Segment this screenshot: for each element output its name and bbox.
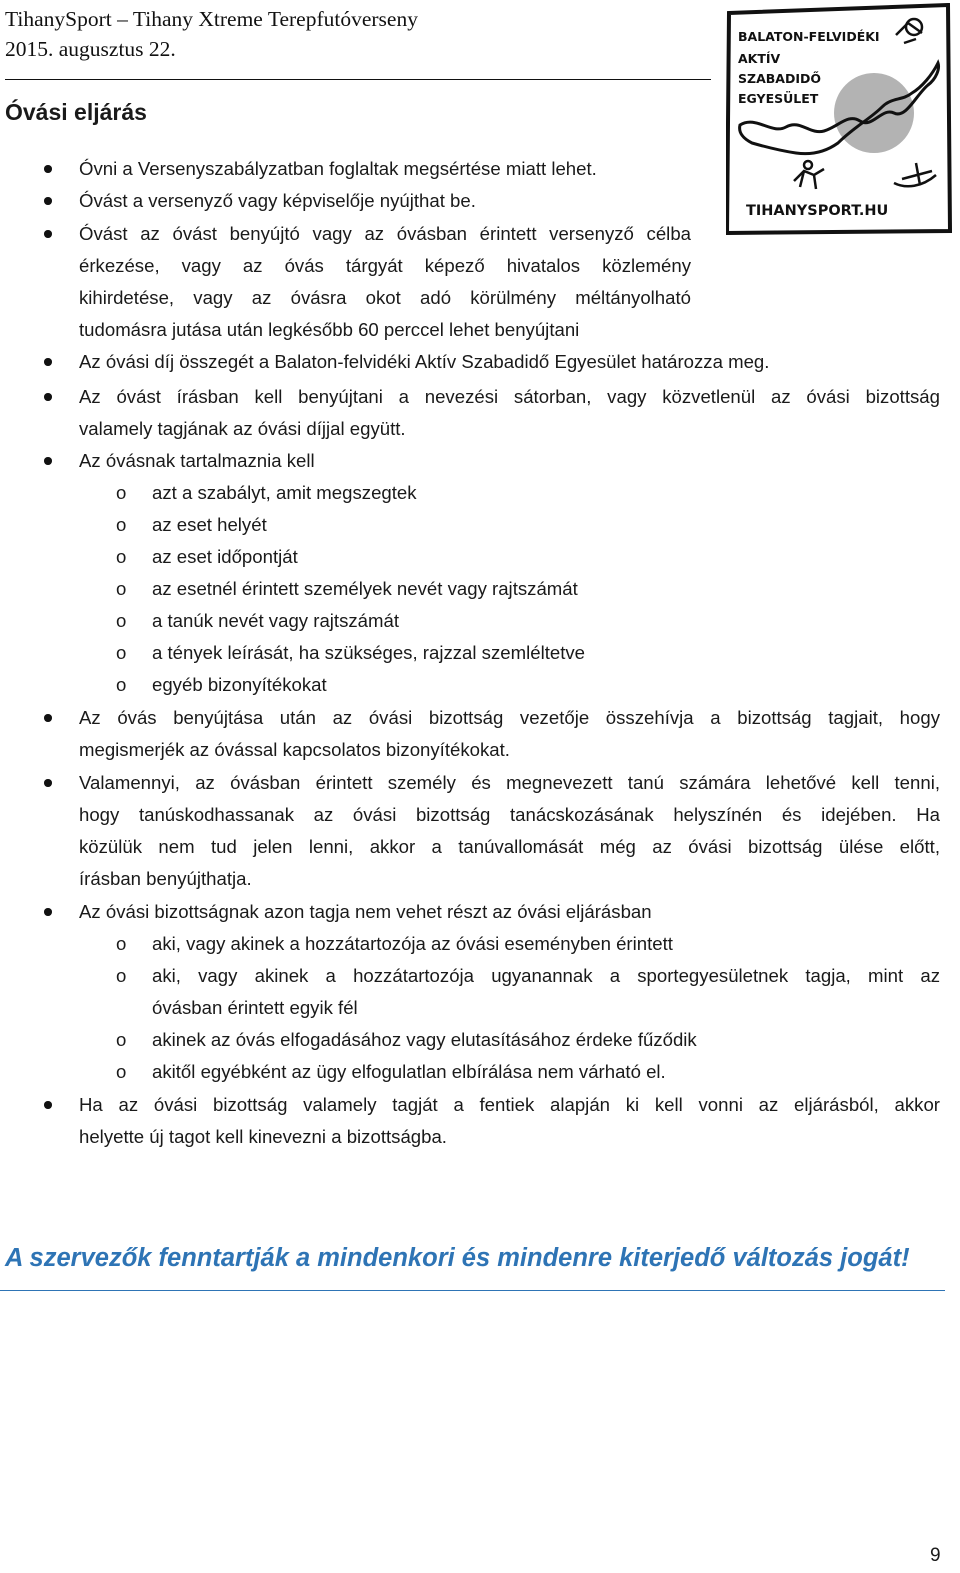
page-number: 9 (930, 1545, 941, 1566)
sub-bullet-text: azt a szabályt, amit megszegtek (152, 482, 417, 503)
bullet-text: valamely tagjának az óvási díjjal együtt. (79, 418, 406, 439)
sub-bullet-text: a tények leírását, ha szükséges, rajzzal szemléltetve (152, 642, 586, 663)
bullet-text: Valamennyi, az óvásban érintett személy és megnevezett tanú számára lehetővé kell tenni, (79, 772, 940, 793)
bullet-marker (44, 230, 52, 238)
bullet-marker (44, 393, 52, 401)
sub-bullet-text: az esetnél érintett személyek nevét vagy rajtszámát (152, 578, 578, 599)
bullet-text: érkezése, vagy az óvás tárgyát képező hivatalos közlemény (79, 255, 691, 276)
bullet-text: Óvást az óvást benyújtó vagy az óvásban érintett versenyző célba (79, 223, 691, 244)
sub-bullet-text: akitől egyébként az ügy elfogulatlan elbírálása nem várható el. (152, 1061, 666, 1082)
bullet-marker (44, 714, 52, 722)
sub-bullet-marker: o (116, 1029, 127, 1050)
bullet-text: Óvni a Versenyszabályzatban foglaltak megsértése miatt lehet. (79, 158, 597, 179)
sub-bullet-text: az eset időpontját (152, 546, 298, 567)
bullet-marker (44, 197, 52, 205)
header-date: 2015. augusztus 22. (5, 37, 176, 61)
bullet-marker (44, 779, 52, 787)
bullet-text: Az óvási díj összegét a Balaton-felvidéki Aktív Szabadidő Egyesület határozza meg. (79, 351, 770, 372)
bullet-marker (44, 165, 52, 173)
bullet-text: tudomásra jutása után legkésőbb 60 perccel lehet benyújtani (79, 319, 580, 340)
bullet-text: írásban benyújthatja. (79, 868, 252, 889)
bullet-marker (44, 358, 52, 366)
sub-bullet-text: aki, vagy akinek a hozzátartozója ugyanannak a sportegyesületnek tagja, mint az (152, 965, 940, 986)
bullet-text: Az óvásnak tartalmaznia kell (79, 450, 315, 471)
bullet-text: Az óvást írásban kell benyújtani a nevezési sátorban, vagy közvetlenül az óvási bizottság (79, 386, 940, 407)
logo-line2: AKTÍV (738, 51, 781, 66)
section-title: Óvási eljárás (5, 99, 147, 125)
bullet-text: hogy tanúskodhassanak az óvási bizottság tanácskozásának helyszínén és idejében. Ha (79, 804, 940, 825)
sub-bullet-marker: o (116, 1061, 127, 1082)
logo-line1: BALATON-FELVIDÉKI (738, 29, 880, 44)
sub-bullet-text: aki, vagy akinek a hozzátartozója az óvási eseményben érintett (152, 933, 673, 954)
sub-bullet-text: akinek az óvás elfogadásához vagy elutasításához érdeke fűződik (152, 1029, 697, 1050)
sub-bullet-marker: o (116, 965, 127, 986)
bullet-text: megismerjék az óvással kapcsolatos bizonyítékokat. (79, 739, 510, 760)
sub-bullet-marker: o (116, 546, 127, 567)
sub-bullet-text: a tanúk nevét vagy rajtszámát (152, 610, 400, 631)
sub-bullet-text: egyéb bizonyítékokat (152, 674, 327, 695)
bullet-text: kihirdetése, vagy az óvásra okot adó körülmény méltányolható (79, 287, 691, 308)
sub-bullet-marker: o (116, 514, 127, 535)
header-title: TihanySport – Tihany Xtreme Terepfutóverseny (5, 7, 418, 31)
bullet-text: Ha az óvási bizottság valamely tagját a fentiek alapján ki kell vonni az eljárásból, akkor (79, 1094, 940, 1115)
sub-bullet-marker: o (116, 482, 127, 503)
bullet-text: Óvást a versenyző vagy képviselője nyújthat be. (79, 190, 476, 211)
sub-bullet-text: óvásban érintett egyik fél (152, 997, 358, 1018)
logo-site: TIHANYSPORT.HU (746, 203, 889, 219)
logo-line4: EGYESÜLET (738, 91, 819, 106)
bullet-marker (44, 908, 52, 916)
header-rule (5, 79, 711, 80)
bullet-text: közülük nem tud jelen lenni, akkor a tanúvallomását még az óvási bizottság ülése előtt, (79, 836, 940, 857)
club-logo (726, 3, 952, 235)
sub-bullet-marker: o (116, 933, 127, 954)
sub-bullet-marker: o (116, 610, 127, 631)
bullet-text: helyette új tagot kell kinevezni a bizottságba. (79, 1126, 447, 1147)
sub-bullet-marker: o (116, 578, 127, 599)
bullet-marker (44, 457, 52, 465)
sub-bullet-text: az eset helyét (152, 514, 267, 535)
sub-bullet-marker: o (116, 642, 127, 663)
closing-statement: A szervezők fenntartják a mindenkori és mindenre kiterjedő változás jogát! (5, 1244, 910, 1272)
bullet-text: Az óvási bizottságnak azon tagja nem vehet részt az óvási eljárásban (79, 901, 652, 922)
bullet-text: Az óvás benyújtása után az óvási bizottság vezetője összehívja a bizottság tagjait, hogy (79, 707, 940, 728)
sub-bullet-marker: o (116, 674, 127, 695)
closing-rule (0, 1290, 945, 1291)
logo-line3: SZABADIDŐ (738, 71, 821, 86)
bullet-marker (44, 1101, 52, 1109)
